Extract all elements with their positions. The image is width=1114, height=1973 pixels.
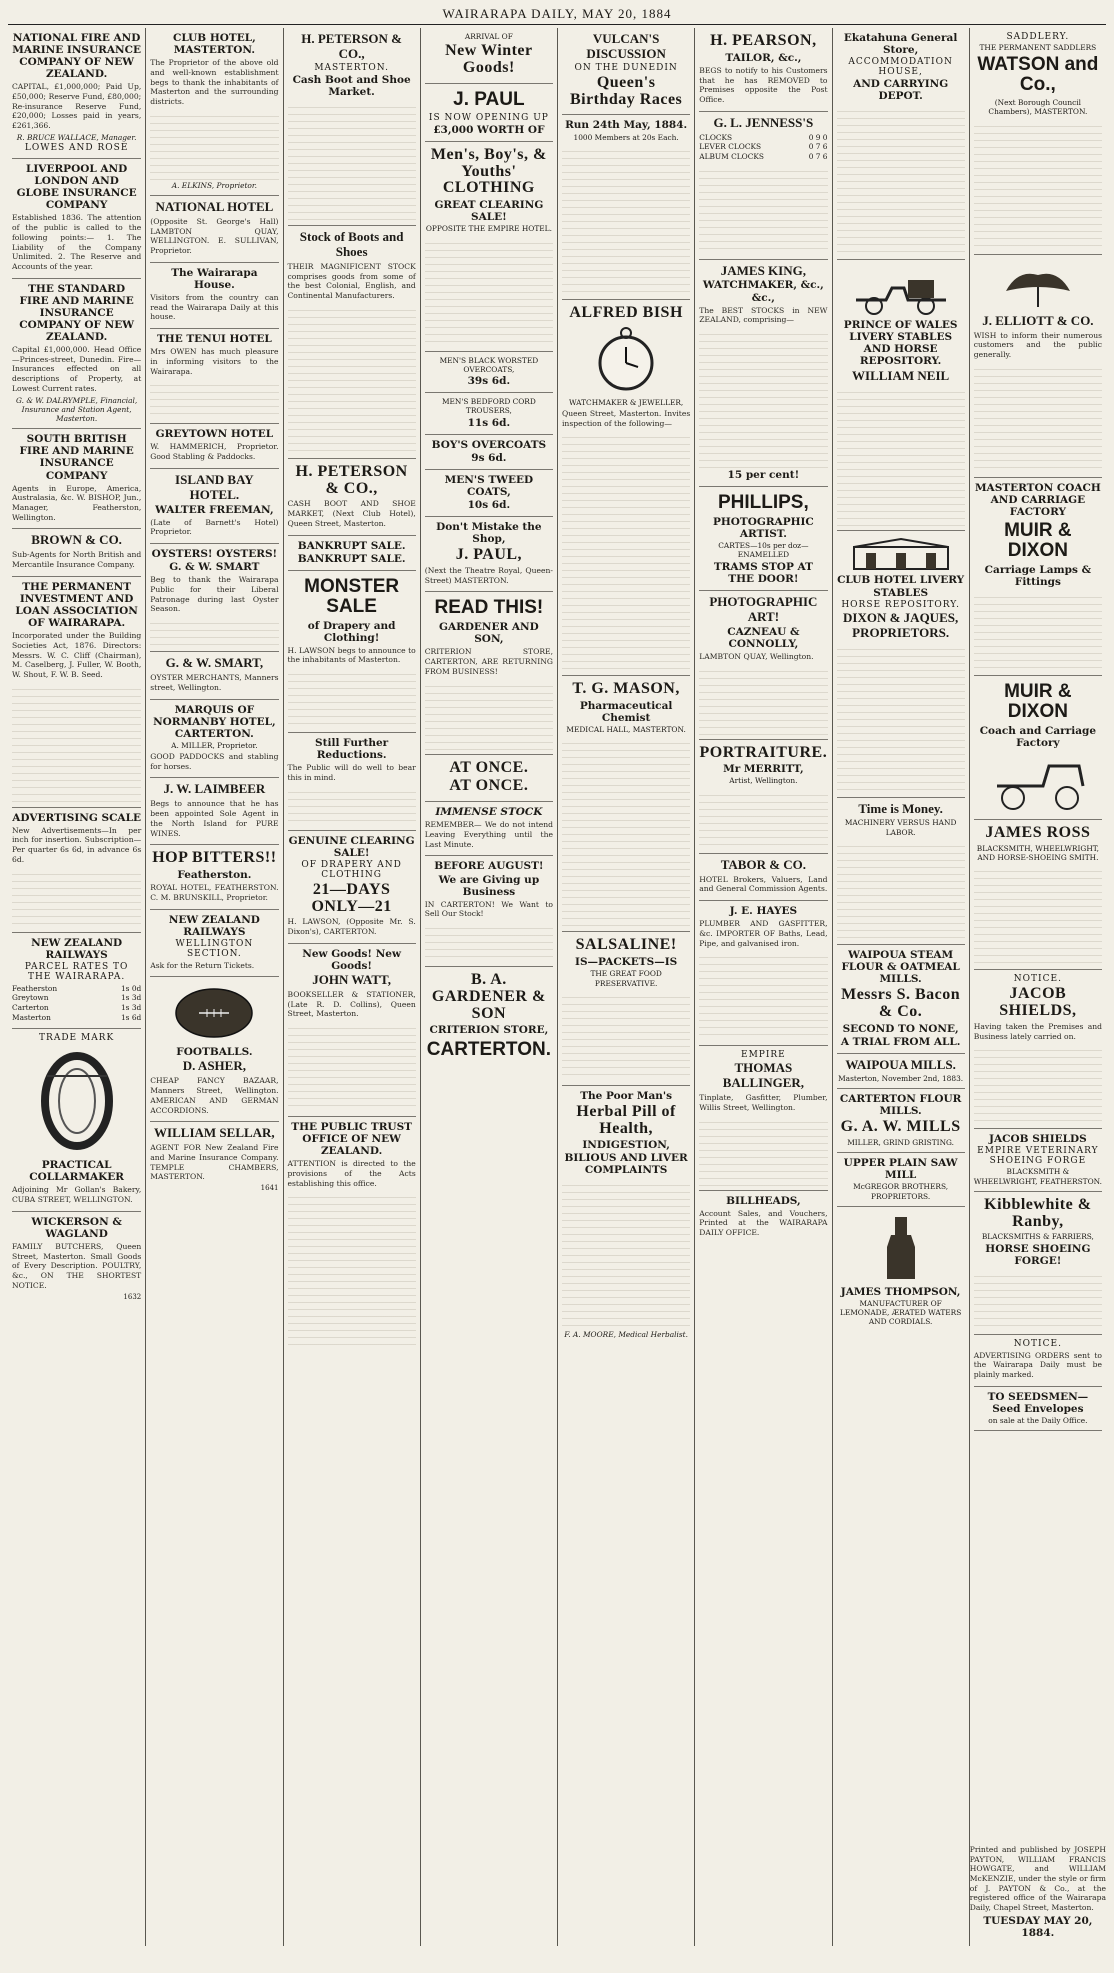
text-filler	[699, 951, 827, 1041]
ad-liverpool-insurance: LIVERPOOL AND LONDON AND GLOBE INSURANCE COMPANY Established 1836. The attention of the public is called to the following points:— 1. The Liability of the Company Unlimited. 2. The Reserve and Accounts of the year.	[12, 159, 141, 279]
ad-permanent-investment: THE PERMANENT INVESTMENT AND LOAN ASSOCIATION OF WAIRARAPA. Incorporated under the Building Societies Act, 1876. Directors: Messrs. W. C. Cliff (Chairman), M. Caselberg, J. Fuller, W. Booth, W. Shout, F. W. B. Seed.	[12, 577, 141, 808]
column-2	[145, 28, 282, 1946]
ad-james-ross: JAMES ROSS BLACKSMITH, WHEELWRIGHT, AND HORSE-SHOEING SMITH.	[974, 820, 1102, 970]
ad-greytown-hotel: GREYTOWN HOTEL W. HAMMERICH, Proprietor. Good Stabling & Paddocks.	[150, 424, 278, 469]
column-3	[283, 28, 420, 1946]
ad-thomas-ballinger: EMPIRE THOMAS BALLINGER, Tinplate, Gasfitter, Plumber, Willis Street, Wellington.	[699, 1046, 827, 1190]
ad-nz-railways-parcels: NEW ZEALAND RAILWAYS PARCEL RATES TO THE WAIRARAPA. Featherston 1s 0d Greytown 1s 3d Carterton 1s 3d Masterton 1s 6d	[12, 933, 141, 1030]
ad-ekatahuna-store: Ekatahuna General Store, ACCOMMODATION HOUSE, AND CARRYING DEPOT.	[837, 28, 965, 260]
ad-brown-co: BROWN & CO. Sub-Agents for North British and Mercantile Insurance Company.	[12, 529, 141, 576]
ad-genuine-clearing: GENUINE CLEARING SALE! OF DRAPERY AND CLOTHING 21—DAYS ONLY—21 H. LAWSON, (Opposite Mr. S. Dixon's), CARTERTON.	[288, 831, 416, 944]
imprint-footer: Printed and published by JOSEPH PAYTON, WILLIAM FRANCIS HOWGATE, and WILLIAM McKENZIE, under the style or firm of J. PAYTON & Co., at the registered office of the Wairarapa Daily, Chapel Street, Masterton. TUESDAY MAY 20, 1884.	[969, 1844, 1106, 1939]
text-filler	[288, 1022, 416, 1112]
text-filler	[288, 1191, 416, 1351]
text-filler	[562, 991, 690, 1081]
masthead-rule	[8, 24, 1106, 25]
ad-wairarapa-house: The Wairarapa House. Visitors from the country can read the Wairarapa Daily at this house.	[150, 263, 278, 329]
ad-salsaline: SALSALINE! IS—PACKETS—IS THE GREAT FOOD PRESERVATIVE.	[562, 932, 690, 1085]
ad-advertising-scale: ADVERTISING SCALE New Advertisements—In per inch for insertion. Subscription—Per quarter 6s 6d, in advance 6s 6d.	[12, 808, 141, 933]
ad-laimbeer: J. W. LAIMBEER Begs to announce that he has been appointed Sole Agent in the North Island for PURE WINES.	[150, 778, 278, 845]
text-filler	[974, 865, 1102, 965]
text-filler	[974, 120, 1102, 250]
ad-dont-mistake: Don't Mistake the Shop, J. PAUL, (Next the Theatre Royal, Queen-Street) MASTERTON.	[425, 517, 553, 592]
ad-arrival-winter: ARRIVAL OF New Winter Goods!	[425, 28, 553, 84]
ad-south-british: SOUTH BRITISH FIRE AND MARINE INSURANCE COMPANY Agents in Europe, America, Australasia, &c. W. BISHOP, Jun., Manager, Featherston, Wellington.	[12, 429, 141, 529]
text-filler	[699, 328, 827, 468]
text-filler	[562, 145, 690, 295]
text-filler	[150, 379, 278, 419]
ad-saddlery: SADDLERY. THE PERMANENT SADDLERS WATSON and Co., (Next Borough Council Chambers), MASTERTON.	[974, 28, 1102, 255]
text-filler	[837, 840, 965, 940]
ad-photographic-art: PHOTOGRAPHIC ART! CAZNEAU & CONNOLLY, LAMBTON QUAY, Wellington.	[699, 591, 827, 740]
text-filler	[699, 165, 827, 255]
ad-j-paul: J. PAUL IS NOW OPENING UP £3,000 WORTH OF	[425, 84, 553, 142]
table-row: Featherston 1s 0d	[12, 983, 142, 993]
column-6	[694, 28, 831, 1946]
ad-herbal-pill: The Poor Man's Herbal Pill of Health, INDIGESTION, BILIOUS AND LIVER COMPLAINTS F. A. MOORE, Medical Herbalist.	[562, 1086, 690, 1344]
text-filler	[12, 868, 141, 928]
ad-monster-sale: MONSTER SALE of Drapery and Clothing! H. LAWSON begs to announce to the inhabitants of Masterton.	[288, 571, 416, 733]
ad-h-pearson: H. PEARSON, TAILOR, &c., BEGS to notify to his Customers that he has REMOVED to Premises opposite the Post Office.	[699, 28, 827, 112]
text-filler	[699, 789, 827, 849]
text-filler	[288, 786, 416, 826]
ad-tenui-hotel: THE TENUI HOTEL Mrs OWEN has much pleasure in informing visitors to the Wairarapa.	[150, 329, 278, 424]
horse-collar-illustration	[27, 1046, 127, 1156]
ad-jacob-shields-forge: JACOB SHIELDS EMPIRE VETERINARY SHOEING FORGE BLACKSMITH & WHEELWRIGHT, FEATHERSTON.	[974, 1129, 1102, 1192]
ad-further-reductions: Still Further Reductions. The Public will do well to bear this in mind.	[288, 733, 416, 831]
text-filler	[699, 665, 827, 735]
ad-upper-plain-saw: UPPER PLAIN SAW MILL McGREGOR BROTHERS, PROPRIETORS.	[837, 1153, 965, 1207]
text-filler	[699, 1116, 827, 1186]
text-filler	[12, 683, 141, 803]
ad-national-hotel: NATIONAL HOTEL (Opposite St. George's Hall) LAMBTON QUAY, WELLINGTON. E. SULLIVAN, Proprietor.	[150, 196, 278, 263]
ad-island-bay-hotel: ISLAND BAY HOTEL. WALTER FREEMAN, (Late of Barnett's Hotel) Proprietor.	[150, 469, 278, 544]
text-filler	[974, 363, 1102, 473]
horse-carriage-illustration	[846, 266, 956, 316]
list-item: ALBUM CLOCKS 0 7 6	[699, 151, 828, 161]
text-filler	[150, 110, 278, 180]
ad-read-this: READ THIS! GARDENER AND SON, CRITERION STORE, CARTERTON, ARE RETURNING FROM BUSINESS!	[425, 592, 553, 754]
ad-run-24-may: Run 24th May, 1884. 1000 Members at 20s Each.	[562, 115, 690, 299]
ad-trousers-price: MEN'S BEDFORD CORD TROUSERS, 11s 6d.	[425, 393, 553, 435]
ad-vulcan-discussion: VULCAN'S DISCUSSION ON THE DUNEDIN Queen's Birthday Races	[562, 28, 690, 115]
pocket-watch-icon	[591, 325, 661, 395]
column-1	[8, 28, 145, 1946]
ad-jenness-clocks: G. L. JENNESS'S CLOCKS 0 9 0 LEVER CLOCKS 0 7 6 ALBUM CLOCKS 0 7 6	[699, 112, 827, 260]
ad-club-hotel: CLUB HOTEL, MASTERTON. The Proprietor of the above old and well-known establishment begs to thank the inhabitants of Masterton and the surrounding districts. A. ELKINS, Proprietor.	[150, 28, 278, 196]
text-filler	[425, 237, 553, 347]
column-8	[969, 28, 1106, 1946]
ad-clothing: Men's, Boy's, & Youths' CLOTHING GREAT CLEARING SALE! OPPOSITE THE EMPIRE HOTEL.	[425, 142, 553, 352]
parcel-rates-table	[12, 984, 141, 1023]
ad-tabor: TABOR & CO. HOTEL Brokers, Valuers, Land and General Commission Agents.	[699, 854, 827, 901]
ad-portraiture: PORTRAITURE. Mr MERRITT, Artist, Wellington.	[699, 740, 827, 854]
ad-immense-stock: IMMENSE STOCK REMEMBER— We do not intend Leaving Everything until the Last Minute.	[425, 802, 553, 856]
ad-standard-insurance: THE STANDARD FIRE AND MARINE INSURANCE COMPANY OF NEW ZEALAND. Capital £1,000,000. Head Office—Princes-street, Dunedin. Fire—Insurances effected on all descriptions of Property, at Lowest Current rates. G. & W. DALRYMPLE, Financial, Insurance and Station Agent, Masterton.	[12, 279, 141, 430]
text-filler	[974, 591, 1102, 671]
carriage-illustration	[983, 752, 1093, 812]
ad-club-livery: CLUB HOTEL LIVERY STABLES HORSE REPOSITORY. DIXON & JAQUES, PROPRIETORS.	[837, 531, 965, 798]
lemonade-bottle-illustration	[871, 1213, 931, 1283]
ad-wickerson-wagland: WICKERSON & WAGLAND FAMILY BUTCHERS, Queen Street, Masterton. Small Goods of Every Description. POULTRY, &c., ON THE SHORTEST NOTICE. 1632	[12, 1215, 142, 1301]
ad-alfred-bish: ALFRED BISH WATCHMAKER & JEWELLER, Queen Street, Masterton. Invites inspection of the following—	[562, 300, 690, 676]
text-filler	[837, 386, 965, 526]
list-item: LEVER CLOCKS 0 7 6	[699, 142, 828, 152]
ad-before-august: BEFORE AUGUST! We are Giving up Business IN CARTERTON! We Want to Sell Our Stock!	[425, 856, 553, 967]
ad-waipoua-steam: WAIPOUA STEAM FLOUR & OATMEAL MILLS. Messrs S. Bacon & Co. SECOND TO NONE, A TRIAL FROM ALL.	[837, 945, 965, 1054]
text-filler	[288, 668, 416, 728]
clock-price-list	[699, 133, 827, 162]
ad-nz-railways-wellington: NEW ZEALAND RAILWAYS WELLINGTON SECTION. Ask for the Return Tickets.	[150, 910, 278, 978]
list-item: CLOCKS 0 9 0	[699, 132, 828, 142]
ad-coach-factory: MASTERTON COACH AND CARRIAGE FACTORY MUIR & DIXON Carriage Lamps & Fittings	[974, 478, 1102, 676]
ad-william-sellar: WILLIAM SELLAR, AGENT FOR New Zealand Fire and Marine Insurance Company. TEMPLE CHAMBERS, MASTERTON. 1641	[150, 1125, 279, 1193]
text-filler	[974, 1270, 1102, 1330]
ad-hop-bitters: HOP BITTERS!! Featherston. ROYAL HOTEL, FEATHERSTON. C. M. BRUNSKILL, Proprietor.	[150, 845, 278, 909]
ad-public-trust: THE PUBLIC TRUST OFFICE OF NEW ZEALAND. ATTENTION is directed to the provisions of the Acts establishing this office.	[288, 1117, 416, 1355]
table-row: Masterton 1s 6d	[12, 1012, 142, 1022]
ad-overcoats-price: MEN'S BLACK WORSTED OVERCOATS, 39s 6d.	[425, 352, 553, 394]
ad-carterton-flour: CARTERTON FLOUR MILLS. G. A. W. MILLS MILLER, GRIND GRISTING.	[837, 1089, 965, 1153]
masthead: WAIRARAPA DAILY, MAY 20, 1884	[442, 6, 672, 21]
text-filler	[562, 1179, 690, 1329]
ad-waipoua-mills: WAIPOUA MILLS. Masterton, November 2nd, 1883.	[837, 1054, 965, 1089]
ad-normanby-hotel: MARQUIS OF NORMANBY HOTEL, CARTERTON. A. MILLER, Proprietor. GOOD PADDOCKS and stabling for horses.	[150, 700, 278, 779]
ad-james-king: JAMES KING, WATCHMAKER, &c., &c., The BEST STOCKS in NEW ZEALAND, comprising— 15 per cent!	[699, 260, 827, 488]
ad-kibblewhite-ranby: Kibblewhite & Ranby, BLACKSMITHS & FARRIERS, HORSE SHOEING FORGE!	[974, 1192, 1102, 1335]
ad-john-watt: New Goods! New Goods! JOHN WATT, BOOKSELLER & STATIONER, (Late R. D. Collins), Queen Street, Masterton.	[288, 944, 416, 1117]
ad-bankrupt-sale: BANKRUPT SALE. BANKRUPT SALE.	[288, 536, 416, 571]
ad-collarmaker: TRADE MARK PRACTICAL COLLARMAKER Adjoining Mr Gollan's Bakery, CUBA STREET, WELLINGTON.	[12, 1029, 141, 1212]
stable-building-illustration	[846, 537, 956, 571]
ad-phillips: PHILLIPS, PHOTOGRAPHIC ARTIST. CARTES—10s per doz— ENAMELLED TRAMS STOP AT THE DOOR!	[699, 487, 827, 591]
ad-smart-oyster: G. & W. SMART, OYSTER MERCHANTS, Manners street, Wellington.	[150, 652, 278, 699]
ad-oysters: OYSTERS! OYSTERS! G. & W. SMART Beg to thank the Wairarapa Public for their Liberal Patronage during last Oyster Season.	[150, 544, 278, 652]
ad-j-elliott: J. ELLIOTT & CO. WISH to inform their numerous customers and the public generally.	[974, 255, 1102, 478]
column-4	[420, 28, 557, 1946]
table-row: Greytown 1s 3d	[12, 993, 142, 1003]
ad-national-insurance: NATIONAL FIRE AND MARINE INSURANCE COMPANY OF NEW ZEALAND. CAPITAL, £1,000,000; Paid Up, £50,000; Reserve Fund, £80,000; Re-insurance Reserve Fund, £20,000; Losses paid in years, £261,366. R. BRUCE WALLACE, Manager. LOWES AND ROSE	[12, 28, 141, 159]
table-row: Carterton 1s 3d	[12, 1002, 142, 1012]
ad-seedsmen: TO SEEDSMEN—Seed Envelopes on sale at the Daily Office.	[974, 1387, 1102, 1431]
ad-muir-dixon: MUIR & DIXON Coach and Carriage Factory	[974, 676, 1102, 820]
football-illustration	[169, 983, 259, 1043]
ad-prince-of-wales-stables: PRINCE OF WALES LIVERY STABLES AND HORSE REPOSITORY. WILLIAM NEIL	[837, 260, 965, 531]
text-filler	[837, 643, 965, 793]
ad-gardener-son: B. A. GARDENER & SON CRITERION STORE, CARTERTON.	[426, 971, 551, 1060]
ad-tg-mason: T. G. MASON, Pharmaceutical Chemist MEDICAL HALL, MASTERTON.	[562, 676, 690, 932]
ad-stock-boots: Stock of Boots and Shoes THEIR MAGNIFICENT STOCK comprises goods from some of the best Colonial, English, and Continental Manufacturers.	[288, 226, 416, 459]
text-filler	[562, 431, 690, 671]
text-filler	[288, 304, 416, 454]
text-filler	[974, 1044, 1102, 1124]
ad-tweed-coats-price: MEN'S TWEED COATS, 10s 6d.	[425, 470, 553, 517]
ad-james-thompson: JAMES THOMPSON, MANUFACTURER OF LEMONADE, ÆRATED WATERS AND CORDIALS.	[837, 1207, 965, 1332]
text-filler	[837, 105, 965, 255]
text-filler	[288, 101, 416, 221]
ad-footballs: FOOTBALLS. D. ASHER, CHEAP FANCY BAZAAR, Manners Street, Wellington. AMERICAN AND GERMAN ACCORDIONS.	[150, 977, 278, 1122]
ad-je-hayes: J. E. HAYES PLUMBER AND GASFITTER, &c. IMPORTER OF Baths, Lead, Pipe, and galvanised iron.	[699, 901, 827, 1046]
column-5	[557, 28, 694, 1946]
columns	[8, 28, 1106, 1946]
ad-jacob-shields-notice: NOTICE. JACOB SHIELDS, Having taken the Premises and Business lately carried on.	[974, 970, 1102, 1129]
text-filler	[425, 922, 553, 962]
ad-notice-advertising: NOTICE. ADVERTISING ORDERS sent to the Wairarapa Daily must be plainly marked.	[974, 1335, 1102, 1387]
text-filler	[150, 617, 278, 647]
ad-at-once: AT ONCE. AT ONCE.	[425, 755, 553, 803]
saddle-illustration	[998, 261, 1078, 311]
ad-time-is-money: Time is Money. MACHINERY VERSUS HAND LABOR.	[837, 798, 965, 944]
text-filler	[425, 680, 553, 750]
ad-peterson-address: H. PETERSON & CO., CASH BOOT AND SHOE MARKET, (Next Club Hotel), Queen Street, Masterton.	[288, 459, 416, 536]
text-filler	[562, 737, 690, 927]
column-7	[832, 28, 969, 1946]
ad-peterson-boots: H. PETERSON & CO., MASTERTON. Cash Boot and Shoe Market.	[288, 28, 416, 226]
ad-billheads: BILLHEADS, Account Sales, and Vouchers, Printed at the WAIRARAPA DAILY OFFICE.	[699, 1194, 828, 1238]
ad-boys-overcoats-price: BOY'S OVERCOATS 9s 6d.	[425, 435, 553, 470]
